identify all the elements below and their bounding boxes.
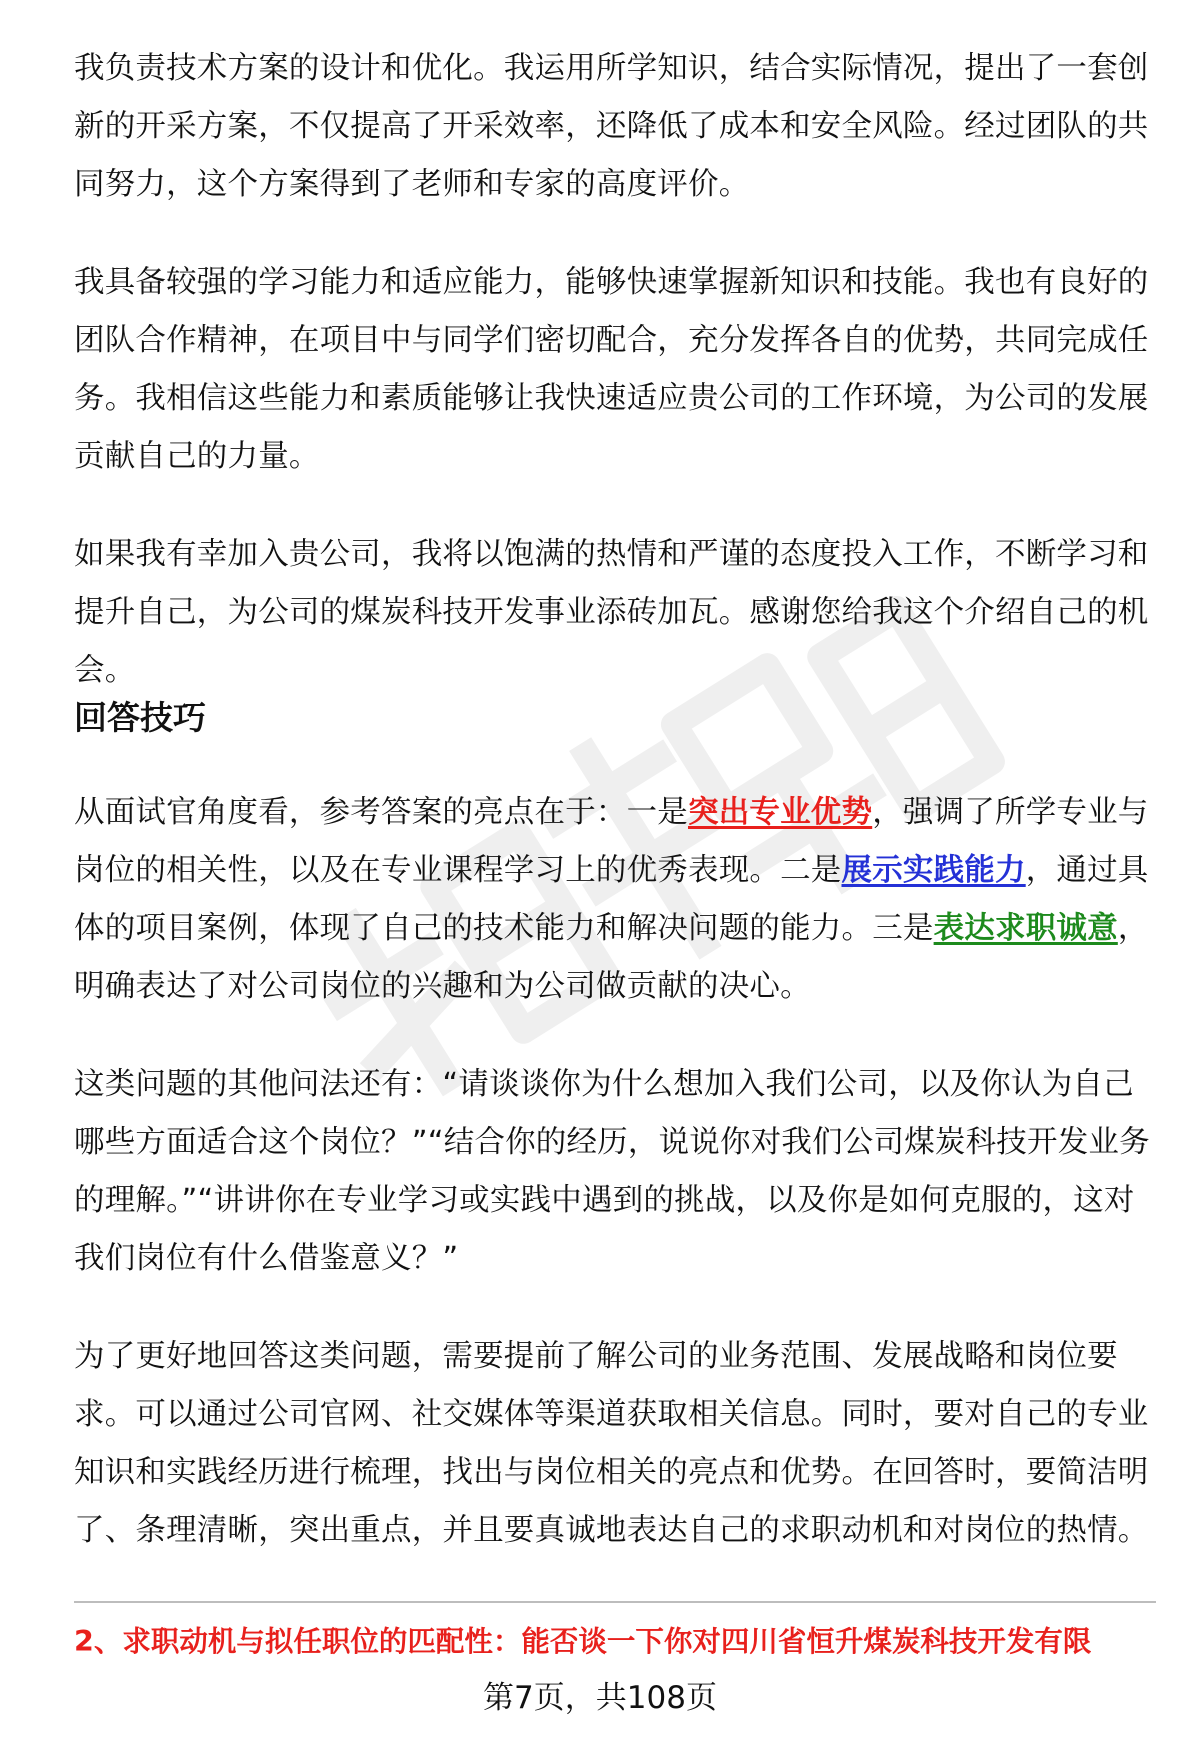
highlight-job-sincerity: 表达求职诚意 <box>933 911 1118 946</box>
tips-text-2: ，强调了所学专业与岗位的相关性，以及在专业课程学习上的优秀表现。二是 <box>74 795 1149 888</box>
paragraph-other-questions: 这类问题的其他问法还有：“请谈谈你为什么想加入我们公司，以及你认为自己哪些方面适合这个岗位？”“结合你的经历，说说你对我们公司煤炭科技开发业务的理解。”“讲讲你在专业学习或实践中遇到的挑战，以及你是如何克服的，这对我们岗位有什么借鉴意义？” <box>74 1067 1150 1276</box>
paragraph-abilities: 我具备较强的学习能力和适应能力，能够快速掌握新知识和技能。我也有良好的团队合作精神，在项目中与同学们密切配合，充分发挥各自的优势，共同完成任务。我相信这些能力和素质能够让我快速适应贵公司的工作环境，为公司的发展贡献自己的力量。 <box>74 265 1149 474</box>
tips-text-4: ，明确表达了对公司岗位的兴趣和为公司做贡献的决心。 <box>74 911 1149 1004</box>
page-number-footer: 第7页，共108页 <box>483 1680 717 1716</box>
paragraph-closing: 如果我有幸加入贵公司，我将以饱满的热情和严谨的态度投入工作，不断学习和提升自己，为公司的煤炭科技开发事业添砖加瓦。感谢您给我这个介绍自己的机会。 <box>74 537 1149 688</box>
paragraph-preparation-advice: 为了更好地回答这类问题，需要提前了解公司的业务范围、发展战略和岗位要求。可以通过公司官网、社交媒体等渠道获取相关信息。同时，要对自己的专业知识和实践经历进行梳理，找出与岗位相关的亮点和优势。在回答时，要简洁明了、条理清晰，突出重点，并且要真诚地表达自己的求职动机和对岗位的热情。 <box>74 1339 1149 1548</box>
tips-text-1: 从面试官角度看，参考答案的亮点在于：一是 <box>74 795 688 830</box>
section-divider <box>74 1601 1156 1603</box>
highlight-practical-ability: 展示实践能力 <box>841 853 1026 888</box>
tips-text-3: ，通过具体的项目案例，体现了自己的技术能力和解决问题的能力。三是 <box>74 853 1149 946</box>
next-question-title: 2、求职动机与拟任职位的匹配性：能否谈一下你对四川省恒升煤炭科技开发有限 <box>74 1625 1092 1658</box>
paragraph-answer-tips <box>74 784 1154 1016</box>
section-heading: 回答技巧 <box>74 698 206 737</box>
highlight-professional-advantage: 突出专业优势 <box>688 795 873 830</box>
paragraph-project-role: 我负责技术方案的设计和优化。我运用所学知识，结合实际情况，提出了一套创新的开采方案，不仅提高了开采效率，还降低了成本和安全风险。经过团队的共同努力，这个方案得到了老师和专家的高度评价。 <box>74 51 1149 202</box>
